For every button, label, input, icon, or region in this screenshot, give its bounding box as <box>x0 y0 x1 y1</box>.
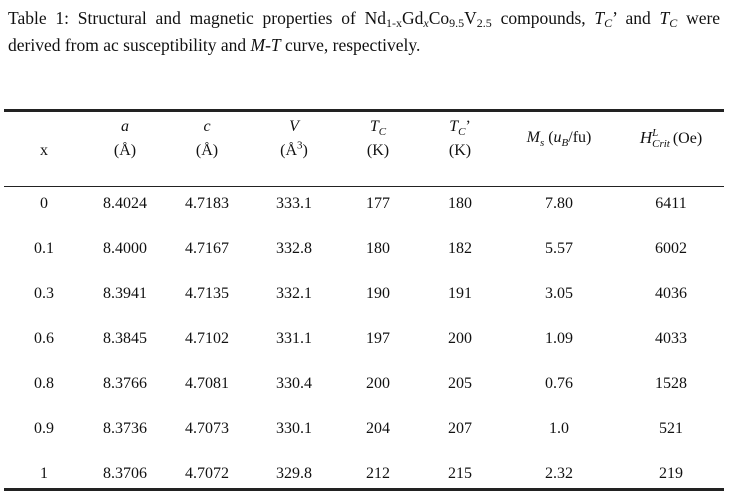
cell-hcrit: 4036 <box>655 285 687 302</box>
cell-x: 0.8 <box>34 375 54 392</box>
caption-label: Table 1: <box>8 8 69 28</box>
cell-tc-prime: 205 <box>448 375 472 392</box>
table-caption: Table 1: Structural and magnetic properties of $Nd_{1-x}Gd_xCo_{9.5}V_{2.5}$ compounds, $T_C$’ and $T_C$ were derived from ac susceptibility and M-T curve, respectively. <box>8 8 721 55</box>
header-a: a (Å) <box>113 118 137 159</box>
cell-c: 4.7102 <box>185 330 229 347</box>
cell-x: 0 <box>40 195 48 212</box>
cell-x: 0.3 <box>34 285 54 302</box>
cell-x: 0.9 <box>34 420 54 437</box>
cell-ms: 0.76 <box>545 375 573 392</box>
cell-v: 333.1 <box>276 195 312 212</box>
cell-v: 329.8 <box>276 465 312 482</box>
cell-hcrit: 4033 <box>655 330 687 347</box>
cell-a: 8.3766 <box>103 375 147 392</box>
cell-hcrit: 6411 <box>655 195 687 212</box>
cell-tc: 180 <box>366 240 390 257</box>
cell-tc-prime: 207 <box>448 420 472 437</box>
cell-tc-prime: 180 <box>448 195 472 212</box>
cell-a: 8.4024 <box>103 195 147 212</box>
cell-v: 332.1 <box>276 285 312 302</box>
cell-a: 8.3845 <box>103 330 147 347</box>
cell-c: 4.7135 <box>185 285 229 302</box>
table-bottom-rule <box>4 488 724 491</box>
cell-x: 1 <box>40 465 48 482</box>
cell-hcrit: 219 <box>659 465 683 482</box>
cell-hcrit: 1528 <box>655 375 687 392</box>
cell-ms: 1.09 <box>545 330 573 347</box>
cell-tc: 200 <box>366 375 390 392</box>
cell-c: 4.7081 <box>185 375 229 392</box>
header-c: c (Å) <box>195 118 219 159</box>
cell-tc-prime: 182 <box>448 240 472 257</box>
cell-c: 4.7073 <box>185 420 229 437</box>
cell-v: 330.4 <box>276 375 312 392</box>
cell-ms: 3.05 <box>545 285 573 302</box>
cell-tc: 212 <box>366 465 390 482</box>
cell-x: 0.6 <box>34 330 54 347</box>
header-tc: $T_C$ (K) <box>366 118 390 159</box>
cell-ms: 7.80 <box>545 195 573 212</box>
cell-tc: 204 <box>366 420 390 437</box>
cell-tc-prime: 191 <box>448 285 472 302</box>
header-tc-prime: $T_C$’ (K) <box>448 118 472 159</box>
cell-a: 8.3941 <box>103 285 147 302</box>
cell-v: 331.1 <box>276 330 312 347</box>
table-header-rule <box>4 186 724 187</box>
cell-tc: 197 <box>366 330 390 347</box>
cell-ms: 2.32 <box>545 465 573 482</box>
cell-tc-prime: 215 <box>448 465 472 482</box>
cell-x: 0.1 <box>34 240 54 257</box>
cell-a: 8.3706 <box>103 465 147 482</box>
cell-tc-prime: 200 <box>448 330 472 347</box>
cell-c: 4.7072 <box>185 465 229 482</box>
cell-tc: 177 <box>366 195 390 212</box>
cell-hcrit: 521 <box>659 420 683 437</box>
cell-c: 4.7183 <box>185 195 229 212</box>
header-ms: $M_s$ $(u_B/fu)$ <box>526 129 592 150</box>
cell-a: 8.3736 <box>103 420 147 437</box>
cell-hcrit: 6002 <box>655 240 687 257</box>
header-hcrit: H L Crit (Oe) <box>639 127 703 151</box>
cell-v: 330.1 <box>276 420 312 437</box>
cell-a: 8.4000 <box>103 240 147 257</box>
header-v: V $(Å^3)$ <box>280 118 308 159</box>
cell-tc: 190 <box>366 285 390 302</box>
cell-v: 332.8 <box>276 240 312 257</box>
cell-ms: 1.0 <box>549 420 569 437</box>
table-top-rule <box>4 109 724 112</box>
cell-c: 4.7167 <box>185 240 229 257</box>
header-x: x <box>40 142 48 159</box>
cell-ms: 5.57 <box>545 240 573 257</box>
